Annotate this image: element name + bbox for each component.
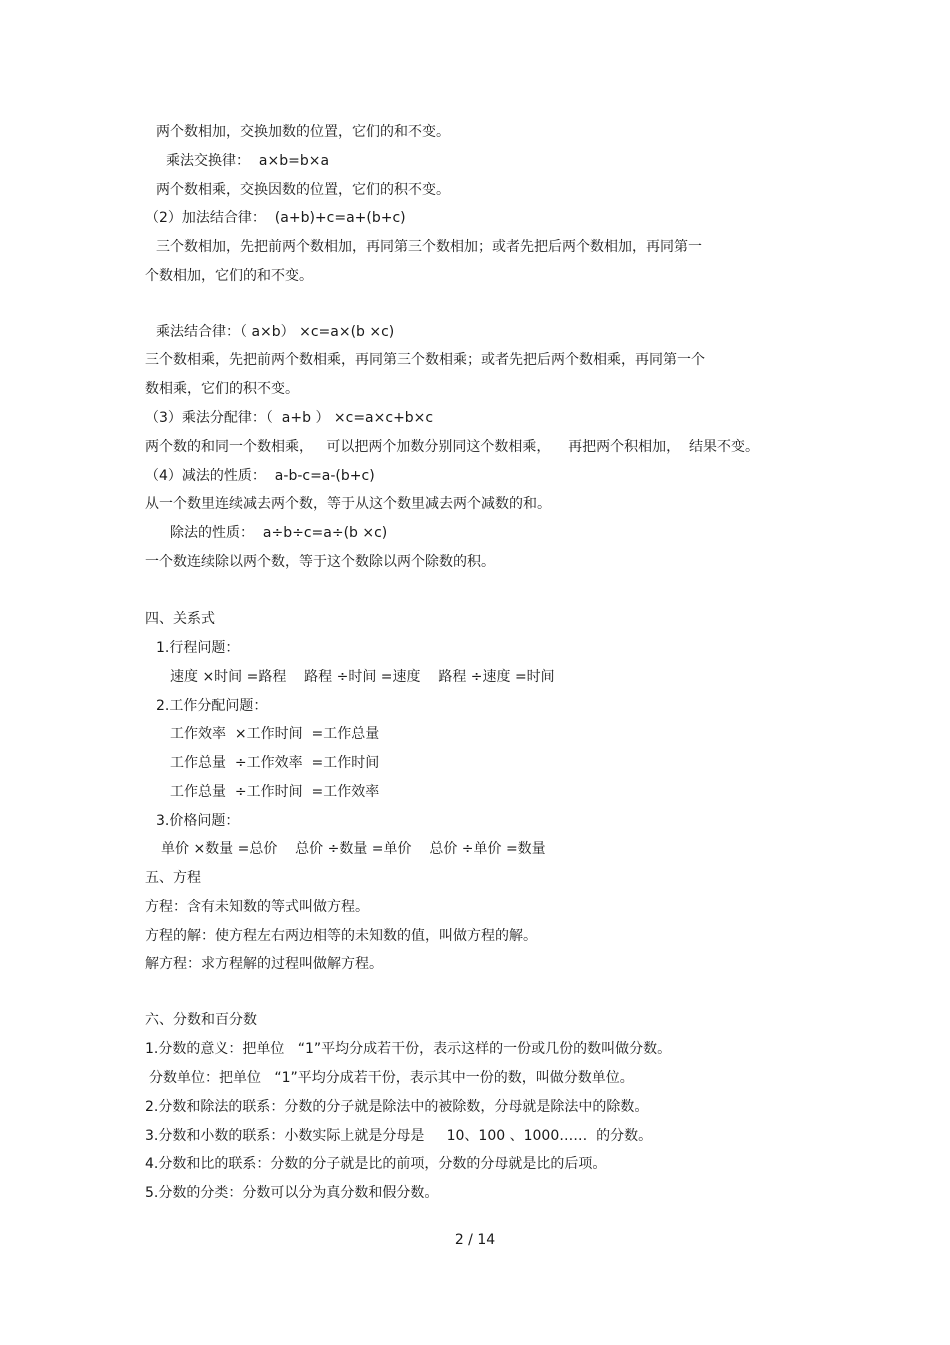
text-line: 工作效率 ×工作时间 =工作总量 xyxy=(170,726,380,742)
text-line: （3）乘法分配律：（ a+b ） ×c=a×c+b×c xyxy=(145,410,434,426)
text-line: 两个数相加，交换加数的位置，它们的和不变。 xyxy=(156,124,450,140)
text-line: 三个数相加，先把前两个数相加，再同第三个数相加；或者先把后两个数相加，再同第一 xyxy=(156,239,702,255)
text-line: 从一个数里连续减去两个数，等于从这个数里减去两个减数的和。 xyxy=(145,496,551,512)
text-line: 数相乘，它们的积不变。 xyxy=(145,381,299,397)
text-line: 个数相加，它们的和不变。 xyxy=(145,268,313,284)
text-line: 2.工作分配问题： xyxy=(156,698,268,714)
text-line: 工作总量 ÷工作效率 =工作时间 xyxy=(170,755,380,771)
section-heading: 六、分数和百分数 xyxy=(145,1012,257,1028)
text-line: （4）减法的性质： a-b-c=a-(b+c) xyxy=(145,468,375,484)
page-number: 2 / 14 xyxy=(454,1232,496,1248)
text-line: （2）加法结合律： (a+b)+c=a+(b+c) xyxy=(145,210,406,226)
text-line: 方程的解：使方程左右两边相等的未知数的值，叫做方程的解。 xyxy=(145,928,537,944)
text-line: 4.分数和比的联系：分数的分子就是比的前项，分数的分母就是比的后项。 xyxy=(145,1156,607,1172)
text-line: 一个数连续除以两个数，等于这个数除以两个除数的积。 xyxy=(145,554,495,570)
text-line: 工作总量 ÷工作时间 =工作效率 xyxy=(170,784,380,800)
text-line: 分数单位：把单位 “1”平均分成若干份，表示其中一份的数，叫做分数单位。 xyxy=(149,1070,634,1086)
text-line: 2.分数和除法的联系：分数的分子就是除法中的被除数，分母就是除法中的除数。 xyxy=(145,1099,649,1115)
section-heading: 四、关系式 xyxy=(145,611,215,627)
text-line: 三个数相乘，先把前两个数相乘，再同第三个数相乘；或者先把后两个数相乘，再同第一个 xyxy=(145,352,705,368)
section-heading: 五、方程 xyxy=(145,870,201,886)
text-line: 方程：含有未知数的等式叫做方程。 xyxy=(145,899,369,915)
text-line: 解方程：求方程解的过程叫做解方程。 xyxy=(145,956,383,972)
text-line: 速度 ×时间 =路程 路程 ÷时间 =速度 路程 ÷速度 =时间 xyxy=(170,669,555,685)
text-line: 两个数相乘，交换因数的位置，它们的积不变。 xyxy=(156,182,450,198)
text-line: 1.分数的意义：把单位 “1”平均分成若干份，表示这样的一份或几份的数叫做分数。 xyxy=(145,1041,672,1057)
text-line: 乘法交换律： a×b=b×a xyxy=(166,153,330,169)
text-line: 乘法结合律：（ a×b） ×c=a×(b ×c) xyxy=(156,324,395,340)
text-line: 1.行程问题： xyxy=(156,640,240,656)
text-line: 3.价格问题： xyxy=(156,813,240,829)
text-line: 两个数的和同一个数相乘， 可以把两个加数分别同这个数相乘， 再把两个积相加， 结果不变。 xyxy=(145,439,760,455)
text-line: 单价 ×数量 =总价 总价 ÷数量 =单价 总价 ÷单价 =数量 xyxy=(161,841,546,857)
text-line: 除法的性质： a÷b÷c=a÷(b ×c) xyxy=(170,525,388,541)
text-line: 3.分数和小数的联系：小数实际上就是分母是 10、100 、1000…… 的分数。 xyxy=(145,1128,653,1144)
text-line: 5.分数的分类：分数可以分为真分数和假分数。 xyxy=(145,1185,439,1201)
